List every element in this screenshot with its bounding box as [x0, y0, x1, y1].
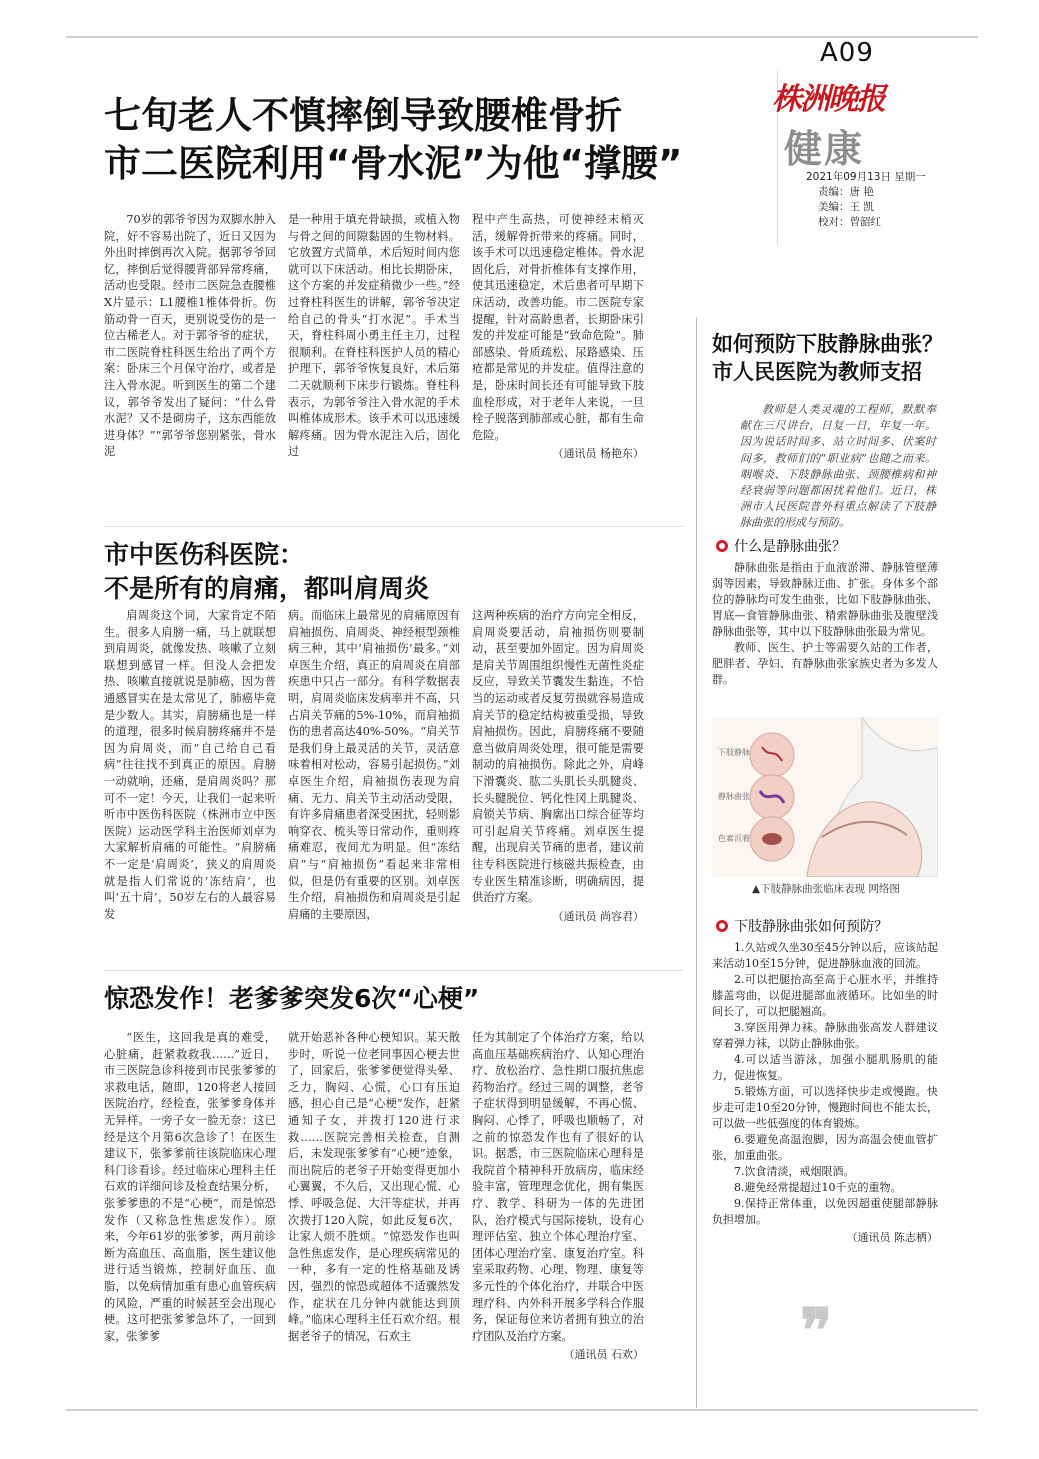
tip-item: 2.可以把腿抬高至高于心脏水平，并维持膝盖弯曲，以促进腿部血液循环。比如坐的时间长了，可以把腿翘高。 [712, 973, 938, 1018]
article4-credit: （通讯员 陈志栖） [846, 1231, 938, 1244]
article2-col3: 这两种疾病的治疗方向完全相反，肩周炎要活动，肩袖损伤则要制动，甚至要加外固定。因为肩周炎是肩关节周围组织慢性无菌性炎症反应，导致关节囊发生黏连，不恰当的运动或者反复劳损就容易造成肩关节的稳定结构被重受损，导致肩袖损伤。因此，肩膀疼痛不要随意当做肩周炎处理，很可能是需要制动的肩袖损伤。除此之外，肩峰下滑囊炎、肱二头肌长头肌腱炎、长头腱脱位、钙化性冈上肌腱炎、肩锁关节病、胸廓出口综合征等均可引起肩关节疼痛。刘卓医生提醒，出现肩关节痛的患者，建议前往专科医院进行核磁共振检查，由专业医生精准诊断，明确病因，提供治疗方案。 [472, 609, 644, 905]
article1-body [104, 212, 644, 512]
tip-item: 8.避免经常提超过10千克的重物。 [734, 1181, 902, 1194]
article4-subhead-2-text: 下肢静脉曲张如何预防？ [734, 919, 888, 935]
article4-intro: 教师是人类灵魂的工程师，默默奉献在三尺讲台，日复一日，年复一年。因为说话时间多、站立时间多、伏案时间多，教师们的“职业病”也随之而来。咽喉炎、下肢静脉曲张、颈腰椎病和神经衰弱等问题都困扰着他们。近日，株洲市人民医院普外科重点解读了下肢静脉曲张的形成与预防。 [740, 403, 936, 530]
tip-item: 9.保持正常体重，以免因超重使腿部静脉负担增加。 [712, 1197, 938, 1226]
article1-headline [104, 92, 682, 188]
article3-col1: “医生，这回我是真的难受，心脏痛，赶紧救救我……”近日，市三医院急诊科接到市民张爹爹的求救电话，随即，120将老人接回医院治疗，经检查，张爹爹身体并无异样。一旁子女一脸无奈：这已经是这个月第6次急诊了！在医生建议下，张爹爹前往该院临床心理科门诊看诊。经过临床心理科主任石欢的详细问诊及检查结果分析，张爹爹患的不是“心梗”，而是惊恐发作（又称急性焦虑发作）。原来，今年61岁的张爹爹，两月前诊断为高血压、高血脂，医生建议他进行适当锻炼，控制好血压、血脂，以免病情加重有患心血管疾病的风险，严重的时候甚至会出现心梗。这可把张爹爹急坏了，一回到家，张爹爹 [104, 1031, 276, 1343]
tip-item: 7.饮食清淡，戒烟限酒。 [734, 1165, 855, 1178]
article4-section1-p1: 静脉曲张是指由于血液淤滞、静脉管壁薄弱等因素，导致静脉迂曲、扩张。身体多个部位的静脉均可发生曲张，比如下肢静脉曲张、胃底—食管静脉曲张、精索静脉曲张及腹壁浅静脉曲张等，其中以下肢静脉曲张最为常见。 [712, 561, 938, 638]
prevention-tips [712, 940, 938, 1246]
article1-col1: 70岁的郭爷爷因为双脚水肿入院，好不容易出院了，近日又因为外出时摔倒再次入院。据郭爷爷回忆，摔倒后觉得腰背部异常疼痛，活动也受限。经市二医院急查腰椎X片显示：L1腰椎1椎体骨折。伤筋动骨一百天，更别说受伤的是一位古稀老人。对于郭爷爷的症状，市二医院脊柱科医生给出了两个方案：卧床三个月保守治疗，或者是注入骨水泥。听到医生的第二个建议，郭爷爷发出了疑问：“什么骨水泥？又不是砌房子，这东西能放进身体？”“郭爷爷您别紧张，骨水泥 [104, 213, 276, 459]
figure-label-2: 静脉曲张 [718, 792, 750, 801]
article4-subhead-1-text: 什么是静脉曲张？ [734, 539, 846, 555]
proofreader-credit: 校对：曾韶红 [818, 216, 881, 228]
column-divider [696, 318, 697, 1408]
article2-body [104, 608, 644, 958]
bottom-rule [66, 1409, 978, 1411]
article3-col3: 任为其制定了个体治疗方案，给以高血压基础疾病治疗、认知心理治疗、放松治疗、急性期口服抗焦虑药物治疗。经过三周的调整，老爷子症状得到明显缓解，不再心慌、胸闷、心悸了，呼吸也顺畅了，对之前的惊恐发作也有了很好的认识。据悉，市三医院临床心理科是我院首个精神科开放病房，临床经验丰富，管理理念优化，拥有集医疗、教学、科研为一体的先进团队，治疗模式与国际接轨，设有心理评估室、独立个体心理治疗室、团体心理治疗室、康复治疗室。科室采取药物、心理、物理、康复等多元性的个体化治疗，并联合中医理疗科、内外科开展多学科合作服务，保证每位来访者拥有独立的治疗团队及治疗方案。 [472, 1031, 644, 1343]
article3-headline: 惊恐发作！老爹爹突发6次“心梗” [104, 984, 480, 1013]
tip-item: 5.锻炼方面，可以选择快步走或慢跑。快步走可走10至20分钟，慢跑时间也不能太长，可以做一些低强度的体育锻炼。 [712, 1085, 938, 1130]
bullet-circle-icon [716, 540, 728, 552]
figure-label-3: 色素沉着 [718, 834, 750, 843]
article2-col2: 病。而临床上最常见的肩痛原因有肩袖损伤、肩周炎、神经根型颈椎病三种，其中‘肩袖损伤’最多。”刘卓医生介绍，真正的肩周炎在肩部疾患中只占一部分。有科学数据表明，肩周炎临床发病率并不高，只占肩关节痛的5%-10%，而肩袖损伤的患者高达40%-50%。“肩关节是我们身上最灵活的关节，灵活意味着相对松动，容易引起损伤。”刘卓医生介绍，肩袖损伤表现为肩痛、无力、肩关节主动活动受限，有许多肩痛患者深受困扰，轻则影响穿衣、梳头等日常动作，重则疼痛难忍，夜间尤为明显。但“冻结肩”与“肩袖损伤”看起来非常相似，但是仍有重要的区别。刘卓医生介绍，肩袖损伤和肩周炎是引起肩痛的主要原因， [288, 609, 460, 921]
tip-item: 1.久站或久坐30至45分钟以后，应该站起来活动10至15分钟，促进静脉血液的回流。 [712, 941, 938, 970]
section-divider-2 [104, 970, 684, 971]
varicose-veins-illustration [712, 717, 938, 877]
article4-headline [712, 330, 943, 386]
article4-headline-line2: 市人民医院为教师支招 [712, 360, 922, 384]
tip-item: 4.可以适当游泳，加强小腿肌肠肌的能力，促进恢复。 [712, 1053, 938, 1082]
article1-col2: 是一种用于填充骨缺损，或植入物与骨之间的间隙黏固的生物材料。它放置方式简单，术后短时间内您就可以下床活动。相比长期卧床，这个方案的并发症稍微少一些。”经过脊柱科医生的讲解，郭爷爷决定给自己的骨头“打水泥”。手术当天，脊柱科周小勇主任主刀，过程很顺利。在脊柱科医护人员的精心护理下，郭爷爷恢复良好，术后第二天就顺利下床步行锻炼。脊柱科表示，为郭爷爷注入骨水泥的手术叫椎体成形术。该手术可以迅速缓解疼痛。因为骨水泥注入后，固化过 [288, 213, 460, 459]
article2-col1: 肩周炎这个词，大家肯定不陌生。很多人肩膀一痛，马上就联想到肩周炎，就像发热、咳嗽了立刻联想到感冒一样。但没人会把发热、咳嗽直接就说是肺癌，因为普通感冒实在是太常见了，肺癌毕竟是少数人。其实，肩膀痛也是一样的道理，很多时候肩膀疼痛并不是因为肩周炎，而“自己给自己看病”往往找不到真正的原因。肩膀一动就响，还痛，是肩周炎吗？那可不一定！今天，让我们一起来听听市中医伤科医院（株洲市立中医医院）运动医学科主治医师刘卓为大家解析肩痛的可能性。“肩膀痛不一定是‘肩周炎’，狭义的肩周炎就是指人们常说的‘冻结肩’，也叫‘五十肩’，50岁左右的人最容易发 [104, 609, 276, 921]
article3-col2: 就开始恶补各种心梗知识。某天散步时，听说一位老同事因心梗去世了，回家后，张爹爹便觉得头晕、乏力，胸闷、心慌，心口有压迫感，担心自己是“心梗”发作，赶紧通知子女，并拨打120进行求救……医院完善相关检查，自测后，未发现张爹爹有“心梗”迹象，而出院后的老爷子开始变得更加小心翼翼，不久后，又出现心慌、心悸、呼吸急促、大汗等症状，并再次拨打120入院，如此反复6次，让家人烦不胜烦。“惊恐发作也叫急性焦虑发作，是心理疾病常见的一种，多有一定的性格基础及诱因，强烈的惊恐或超体不适骤然发作，症状在几分钟内就能达到顶峰。”临床心理科主任石欢介绍。根据老爷子的情况，石欢主 [288, 1031, 460, 1343]
article3-credit: （通讯员 石欢） [563, 1348, 644, 1362]
designer-credit: 美编：王 凯 [818, 201, 874, 213]
article4-section1-p2: 教师、医生、护士等需要久站的工作者，肥胖者、孕妇、有静脉曲张家族史者为多发人群。 [712, 641, 938, 686]
article4-subhead-2 [716, 916, 888, 936]
section-title: 健康 [784, 127, 865, 171]
article1-col3: 程中产生高热，可使神经末梢灭活，缓解骨折带来的疼痛。同时，该手术可以迅速稳定椎体。骨水泥固化后，对骨折椎体有支撑作用，使其迅速稳定，术后患者可早期下床活动，改善功能。市二医院专家提醒，针对高龄患者，长期卧床引发的并发症可能是“致命危险”。肺部感染、骨质疏松、尿路感染、压疮都是常见的并发症。值得注意的是，卧床时间长还有可能导致下肢血栓形成，对于老年人来说，一旦栓子脱落到肺部或心脏，都有生命危险。 [472, 213, 644, 442]
issue-date: 2021年09月13日 星期一 [806, 171, 926, 183]
figure-label-1: 下肢静脉 [718, 748, 750, 757]
tip-item: 6.要避免高温泡脚，因为高温会使血管扩张，加重曲张。 [712, 1133, 938, 1162]
quote-mark-icon: ❞ [800, 1296, 833, 1366]
article2-credit: （通讯员 尚容君） [552, 909, 644, 923]
article4-headline-line1: 如何预防下肢静脉曲张？ [712, 332, 943, 356]
editor-credit: 责编：唐 艳 [818, 186, 874, 198]
article1-headline-line1: 七旬老人不慎摔倒导致腰椎骨折 [104, 94, 622, 137]
article3-body [104, 1030, 644, 1390]
tip-item: 3.穿医用弹力袜。静脉曲张高发人群建议穿着弹力袜，以防止静脉曲张。 [712, 1021, 938, 1050]
newspaper-logo: 株洲晚报 [772, 82, 884, 117]
article1-credit: （通讯员 杨艳东） [552, 447, 644, 461]
figure-caption: ▲下肢静脉曲张临床表现 网络图 [752, 883, 900, 895]
article2-headline-line1: 市中医伤科医院： [104, 540, 305, 569]
article1-headline-line2: 市二医院利用“骨水泥”为他“撑腰” [104, 142, 683, 185]
article4-subhead-1 [716, 536, 846, 556]
article2-headline-line2: 不是所有的肩痛，都叫肩周炎 [104, 574, 430, 603]
article2-headline [104, 538, 429, 606]
page-number: A09 [820, 38, 874, 68]
masthead-meta [806, 170, 946, 230]
bullet-circle-icon [716, 920, 728, 932]
article4-section1 [712, 560, 938, 688]
section-divider-1 [104, 526, 684, 527]
